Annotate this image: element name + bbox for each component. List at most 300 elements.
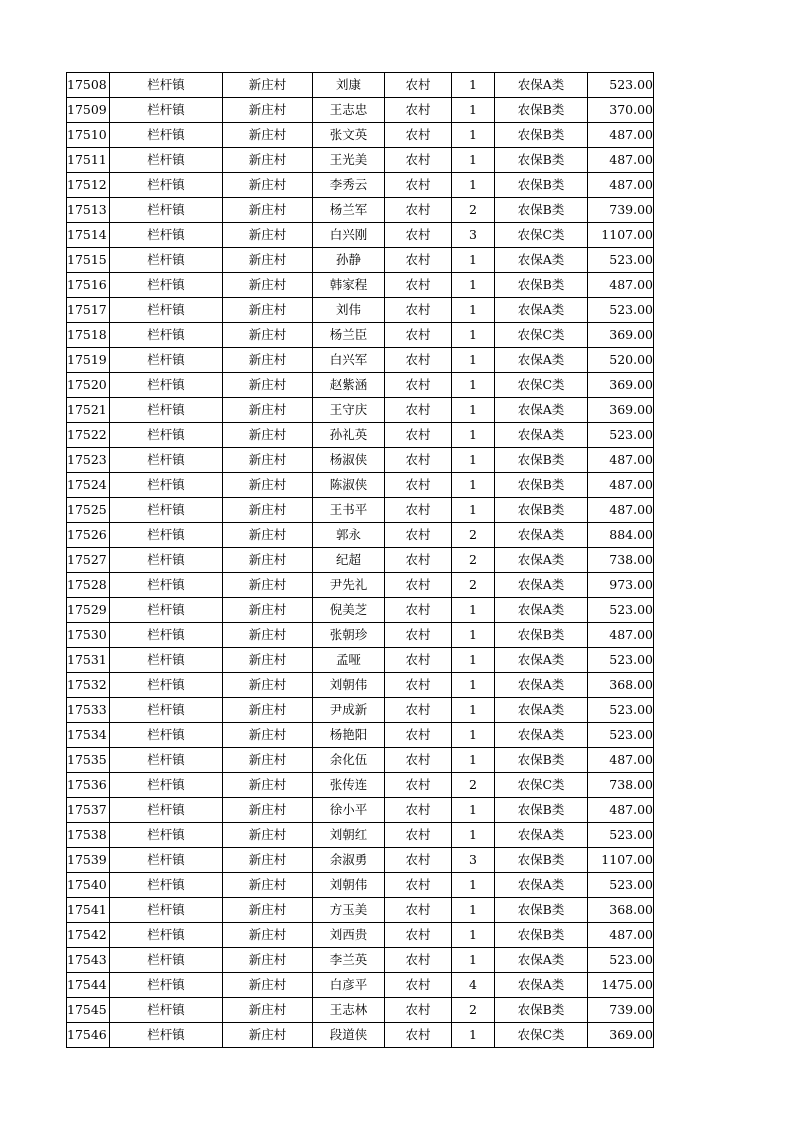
village-cell: 新庄村	[223, 73, 313, 98]
area-type-cell: 农村	[385, 348, 452, 373]
record-id-cell: 17534	[67, 723, 110, 748]
amount-cell: 1107.00	[588, 848, 654, 873]
town-cell: 栏杆镇	[110, 498, 223, 523]
table-row	[67, 773, 654, 798]
area-type-cell: 农村	[385, 748, 452, 773]
village-cell: 新庄村	[223, 573, 313, 598]
table-row	[67, 873, 654, 898]
household-count-cell: 1	[452, 823, 495, 848]
record-id-cell: 17539	[67, 848, 110, 873]
name-cell: 张朝珍	[313, 623, 385, 648]
record-id-cell: 17543	[67, 948, 110, 973]
table-row	[67, 573, 654, 598]
table-row	[67, 148, 654, 173]
table-row	[67, 523, 654, 548]
household-count-cell: 4	[452, 973, 495, 998]
household-count-cell: 1	[452, 498, 495, 523]
amount-cell: 739.00	[588, 998, 654, 1023]
insurance-category-cell: 农保B类	[495, 448, 588, 473]
record-id-cell: 17509	[67, 98, 110, 123]
insurance-category-cell: 农保B类	[495, 848, 588, 873]
town-cell: 栏杆镇	[110, 623, 223, 648]
village-cell: 新庄村	[223, 348, 313, 373]
record-id-cell: 17527	[67, 548, 110, 573]
amount-cell: 738.00	[588, 548, 654, 573]
household-count-cell: 1	[452, 273, 495, 298]
village-cell: 新庄村	[223, 323, 313, 348]
record-id-cell: 17526	[67, 523, 110, 548]
table-row	[67, 448, 654, 473]
record-id-cell: 17542	[67, 923, 110, 948]
town-cell: 栏杆镇	[110, 873, 223, 898]
area-type-cell: 农村	[385, 898, 452, 923]
record-id-cell: 17540	[67, 873, 110, 898]
insurance-category-cell: 农保B类	[495, 623, 588, 648]
village-cell: 新庄村	[223, 373, 313, 398]
town-cell: 栏杆镇	[110, 698, 223, 723]
table-row	[67, 948, 654, 973]
town-cell: 栏杆镇	[110, 523, 223, 548]
amount-cell: 523.00	[588, 698, 654, 723]
village-cell: 新庄村	[223, 123, 313, 148]
table-row	[67, 923, 654, 948]
insurance-category-cell: 农保C类	[495, 373, 588, 398]
record-id-cell: 17530	[67, 623, 110, 648]
name-cell: 刘西贵	[313, 923, 385, 948]
household-count-cell: 1	[452, 373, 495, 398]
village-cell: 新庄村	[223, 273, 313, 298]
name-cell: 刘朝红	[313, 823, 385, 848]
town-cell: 栏杆镇	[110, 723, 223, 748]
town-cell: 栏杆镇	[110, 448, 223, 473]
town-cell: 栏杆镇	[110, 948, 223, 973]
town-cell: 栏杆镇	[110, 473, 223, 498]
village-cell: 新庄村	[223, 223, 313, 248]
household-count-cell: 2	[452, 198, 495, 223]
amount-cell: 487.00	[588, 448, 654, 473]
amount-cell: 487.00	[588, 173, 654, 198]
amount-cell: 523.00	[588, 648, 654, 673]
table-row	[67, 698, 654, 723]
insurance-category-cell: 农保C类	[495, 773, 588, 798]
amount-cell: 369.00	[588, 1023, 654, 1048]
household-count-cell: 1	[452, 148, 495, 173]
insurance-category-cell: 农保B类	[495, 148, 588, 173]
insurance-category-cell: 农保A类	[495, 298, 588, 323]
village-cell: 新庄村	[223, 173, 313, 198]
town-cell: 栏杆镇	[110, 73, 223, 98]
amount-cell: 1475.00	[588, 973, 654, 998]
town-cell: 栏杆镇	[110, 798, 223, 823]
insurance-category-cell: 农保B类	[495, 473, 588, 498]
insurance-category-cell: 农保B类	[495, 273, 588, 298]
village-cell: 新庄村	[223, 448, 313, 473]
insurance-category-cell: 农保B类	[495, 198, 588, 223]
name-cell: 王守庆	[313, 398, 385, 423]
name-cell: 余淑勇	[313, 848, 385, 873]
town-cell: 栏杆镇	[110, 198, 223, 223]
area-type-cell: 农村	[385, 923, 452, 948]
village-cell: 新庄村	[223, 698, 313, 723]
town-cell: 栏杆镇	[110, 423, 223, 448]
table-row	[67, 323, 654, 348]
household-count-cell: 3	[452, 223, 495, 248]
table-row	[67, 398, 654, 423]
village-cell: 新庄村	[223, 973, 313, 998]
town-cell: 栏杆镇	[110, 548, 223, 573]
table-row	[67, 973, 654, 998]
amount-cell: 487.00	[588, 148, 654, 173]
table-row	[67, 98, 654, 123]
amount-cell: 487.00	[588, 748, 654, 773]
record-id-cell: 17508	[67, 73, 110, 98]
village-cell: 新庄村	[223, 748, 313, 773]
name-cell: 王光美	[313, 148, 385, 173]
name-cell: 王志林	[313, 998, 385, 1023]
table-row	[67, 998, 654, 1023]
town-cell: 栏杆镇	[110, 773, 223, 798]
area-type-cell: 农村	[385, 873, 452, 898]
town-cell: 栏杆镇	[110, 323, 223, 348]
record-id-cell: 17522	[67, 423, 110, 448]
insurance-category-cell: 农保A类	[495, 523, 588, 548]
record-id-cell: 17528	[67, 573, 110, 598]
area-type-cell: 农村	[385, 298, 452, 323]
insurance-category-cell: 农保A类	[495, 398, 588, 423]
town-cell: 栏杆镇	[110, 898, 223, 923]
record-id-cell: 17541	[67, 898, 110, 923]
record-id-cell: 17546	[67, 1023, 110, 1048]
household-count-cell: 1	[452, 448, 495, 473]
table-row	[67, 223, 654, 248]
table-row	[67, 198, 654, 223]
table-row	[67, 373, 654, 398]
village-cell: 新庄村	[223, 998, 313, 1023]
amount-cell: 739.00	[588, 198, 654, 223]
insurance-category-cell: 农保A类	[495, 423, 588, 448]
insurance-category-cell: 农保B类	[495, 998, 588, 1023]
household-count-cell: 1	[452, 948, 495, 973]
town-cell: 栏杆镇	[110, 748, 223, 773]
amount-cell: 368.00	[588, 898, 654, 923]
table-row	[67, 548, 654, 573]
household-count-cell: 1	[452, 473, 495, 498]
name-cell: 杨艳阳	[313, 723, 385, 748]
name-cell: 孙礼英	[313, 423, 385, 448]
table-row	[67, 673, 654, 698]
area-type-cell: 农村	[385, 323, 452, 348]
record-id-cell: 17524	[67, 473, 110, 498]
record-id-cell: 17520	[67, 373, 110, 398]
insurance-category-cell: 农保C类	[495, 1023, 588, 1048]
insurance-category-cell: 农保A类	[495, 248, 588, 273]
name-cell: 倪美芝	[313, 598, 385, 623]
amount-cell: 523.00	[588, 823, 654, 848]
town-cell: 栏杆镇	[110, 123, 223, 148]
table-row	[67, 423, 654, 448]
town-cell: 栏杆镇	[110, 298, 223, 323]
area-type-cell: 农村	[385, 73, 452, 98]
town-cell: 栏杆镇	[110, 398, 223, 423]
area-type-cell: 农村	[385, 548, 452, 573]
name-cell: 白兴军	[313, 348, 385, 373]
household-count-cell: 1	[452, 923, 495, 948]
table-row	[67, 348, 654, 373]
name-cell: 杨淑侠	[313, 448, 385, 473]
name-cell: 张传连	[313, 773, 385, 798]
household-count-cell: 1	[452, 598, 495, 623]
area-type-cell: 农村	[385, 498, 452, 523]
amount-cell: 523.00	[588, 598, 654, 623]
amount-cell: 487.00	[588, 123, 654, 148]
village-cell: 新庄村	[223, 498, 313, 523]
table-row	[67, 723, 654, 748]
household-count-cell: 1	[452, 748, 495, 773]
area-type-cell: 农村	[385, 98, 452, 123]
area-type-cell: 农村	[385, 773, 452, 798]
village-cell: 新庄村	[223, 423, 313, 448]
record-id-cell: 17536	[67, 773, 110, 798]
name-cell: 方玉美	[313, 898, 385, 923]
town-cell: 栏杆镇	[110, 348, 223, 373]
insurance-category-cell: 农保A类	[495, 873, 588, 898]
record-id-cell: 17535	[67, 748, 110, 773]
amount-cell: 523.00	[588, 423, 654, 448]
amount-cell: 738.00	[588, 773, 654, 798]
household-count-cell: 1	[452, 248, 495, 273]
household-count-cell: 1	[452, 298, 495, 323]
name-cell: 王书平	[313, 498, 385, 523]
records-table	[66, 72, 654, 1048]
insurance-category-cell: 农保B类	[495, 748, 588, 773]
name-cell: 刘朝伟	[313, 873, 385, 898]
insurance-category-cell: 农保A类	[495, 673, 588, 698]
area-type-cell: 农村	[385, 173, 452, 198]
name-cell: 段道侠	[313, 1023, 385, 1048]
amount-cell: 487.00	[588, 473, 654, 498]
insurance-category-cell: 农保A类	[495, 648, 588, 673]
insurance-category-cell: 农保B类	[495, 898, 588, 923]
insurance-category-cell: 农保A类	[495, 723, 588, 748]
area-type-cell: 农村	[385, 423, 452, 448]
record-id-cell: 17523	[67, 448, 110, 473]
village-cell: 新庄村	[223, 773, 313, 798]
household-count-cell: 2	[452, 548, 495, 573]
record-id-cell: 17531	[67, 648, 110, 673]
area-type-cell: 农村	[385, 823, 452, 848]
village-cell: 新庄村	[223, 548, 313, 573]
name-cell: 赵紫涵	[313, 373, 385, 398]
amount-cell: 369.00	[588, 323, 654, 348]
insurance-category-cell: 农保A类	[495, 823, 588, 848]
town-cell: 栏杆镇	[110, 648, 223, 673]
name-cell: 孙静	[313, 248, 385, 273]
amount-cell: 523.00	[588, 873, 654, 898]
amount-cell: 487.00	[588, 623, 654, 648]
insurance-category-cell: 农保C类	[495, 223, 588, 248]
household-count-cell: 1	[452, 123, 495, 148]
area-type-cell: 农村	[385, 648, 452, 673]
record-id-cell: 17513	[67, 198, 110, 223]
area-type-cell: 农村	[385, 723, 452, 748]
town-cell: 栏杆镇	[110, 1023, 223, 1048]
area-type-cell: 农村	[385, 798, 452, 823]
village-cell: 新庄村	[223, 248, 313, 273]
record-id-cell: 17532	[67, 673, 110, 698]
insurance-category-cell: 农保A类	[495, 698, 588, 723]
amount-cell: 523.00	[588, 298, 654, 323]
household-count-cell: 3	[452, 848, 495, 873]
table-row	[67, 1023, 654, 1048]
town-cell: 栏杆镇	[110, 173, 223, 198]
record-id-cell: 17512	[67, 173, 110, 198]
village-cell: 新庄村	[223, 873, 313, 898]
area-type-cell: 农村	[385, 398, 452, 423]
name-cell: 郭永	[313, 523, 385, 548]
name-cell: 尹成新	[313, 698, 385, 723]
record-id-cell: 17515	[67, 248, 110, 273]
area-type-cell: 农村	[385, 473, 452, 498]
household-count-cell: 1	[452, 873, 495, 898]
name-cell: 张文英	[313, 123, 385, 148]
amount-cell: 973.00	[588, 573, 654, 598]
area-type-cell: 农村	[385, 848, 452, 873]
insurance-category-cell: 农保A类	[495, 948, 588, 973]
area-type-cell: 农村	[385, 373, 452, 398]
household-count-cell: 1	[452, 98, 495, 123]
area-type-cell: 农村	[385, 973, 452, 998]
name-cell: 陈淑侠	[313, 473, 385, 498]
insurance-category-cell: 农保B类	[495, 173, 588, 198]
name-cell: 刘康	[313, 73, 385, 98]
household-count-cell: 1	[452, 323, 495, 348]
household-count-cell: 1	[452, 73, 495, 98]
insurance-category-cell: 农保A类	[495, 348, 588, 373]
town-cell: 栏杆镇	[110, 673, 223, 698]
amount-cell: 487.00	[588, 923, 654, 948]
table-row	[67, 73, 654, 98]
village-cell: 新庄村	[223, 923, 313, 948]
village-cell: 新庄村	[223, 623, 313, 648]
town-cell: 栏杆镇	[110, 273, 223, 298]
name-cell: 杨兰军	[313, 198, 385, 223]
household-count-cell: 1	[452, 423, 495, 448]
insurance-category-cell: 农保B类	[495, 123, 588, 148]
name-cell: 刘朝伟	[313, 673, 385, 698]
household-count-cell: 1	[452, 1023, 495, 1048]
town-cell: 栏杆镇	[110, 373, 223, 398]
amount-cell: 523.00	[588, 73, 654, 98]
name-cell: 余化伍	[313, 748, 385, 773]
record-id-cell: 17529	[67, 598, 110, 623]
table-row	[67, 648, 654, 673]
village-cell: 新庄村	[223, 798, 313, 823]
insurance-category-cell: 农保A类	[495, 73, 588, 98]
name-cell: 杨兰臣	[313, 323, 385, 348]
table-row	[67, 798, 654, 823]
insurance-category-cell: 农保B类	[495, 798, 588, 823]
amount-cell: 370.00	[588, 98, 654, 123]
table-row	[67, 623, 654, 648]
village-cell: 新庄村	[223, 148, 313, 173]
table-row	[67, 173, 654, 198]
village-cell: 新庄村	[223, 598, 313, 623]
village-cell: 新庄村	[223, 523, 313, 548]
area-type-cell: 农村	[385, 698, 452, 723]
name-cell: 纪超	[313, 548, 385, 573]
record-id-cell: 17533	[67, 698, 110, 723]
record-id-cell: 17518	[67, 323, 110, 348]
amount-cell: 523.00	[588, 723, 654, 748]
table-row	[67, 848, 654, 873]
town-cell: 栏杆镇	[110, 923, 223, 948]
area-type-cell: 农村	[385, 573, 452, 598]
insurance-category-cell: 农保B类	[495, 923, 588, 948]
area-type-cell: 农村	[385, 198, 452, 223]
village-cell: 新庄村	[223, 473, 313, 498]
household-count-cell: 1	[452, 398, 495, 423]
record-id-cell: 17516	[67, 273, 110, 298]
village-cell: 新庄村	[223, 948, 313, 973]
record-id-cell: 17544	[67, 973, 110, 998]
amount-cell: 368.00	[588, 673, 654, 698]
record-id-cell: 17511	[67, 148, 110, 173]
town-cell: 栏杆镇	[110, 223, 223, 248]
village-cell: 新庄村	[223, 823, 313, 848]
village-cell: 新庄村	[223, 898, 313, 923]
name-cell: 白兴刚	[313, 223, 385, 248]
household-count-cell: 1	[452, 648, 495, 673]
record-id-cell: 17521	[67, 398, 110, 423]
household-count-cell: 1	[452, 173, 495, 198]
name-cell: 孟哑	[313, 648, 385, 673]
record-id-cell: 17538	[67, 823, 110, 848]
household-count-cell: 1	[452, 623, 495, 648]
table-row	[67, 598, 654, 623]
insurance-category-cell: 农保A类	[495, 573, 588, 598]
town-cell: 栏杆镇	[110, 973, 223, 998]
area-type-cell: 农村	[385, 523, 452, 548]
record-id-cell: 17514	[67, 223, 110, 248]
table-row	[67, 248, 654, 273]
record-id-cell: 17517	[67, 298, 110, 323]
name-cell: 韩家程	[313, 273, 385, 298]
amount-cell: 369.00	[588, 398, 654, 423]
table-row	[67, 498, 654, 523]
household-count-cell: 1	[452, 798, 495, 823]
area-type-cell: 农村	[385, 1023, 452, 1048]
name-cell: 李秀云	[313, 173, 385, 198]
amount-cell: 884.00	[588, 523, 654, 548]
household-count-cell: 2	[452, 573, 495, 598]
area-type-cell: 农村	[385, 623, 452, 648]
town-cell: 栏杆镇	[110, 848, 223, 873]
town-cell: 栏杆镇	[110, 823, 223, 848]
area-type-cell: 农村	[385, 273, 452, 298]
table-row	[67, 273, 654, 298]
insurance-category-cell: 农保B类	[495, 498, 588, 523]
village-cell: 新庄村	[223, 723, 313, 748]
town-cell: 栏杆镇	[110, 248, 223, 273]
name-cell: 李兰英	[313, 948, 385, 973]
household-count-cell: 1	[452, 673, 495, 698]
area-type-cell: 农村	[385, 248, 452, 273]
amount-cell: 487.00	[588, 498, 654, 523]
insurance-category-cell: 农保B类	[495, 98, 588, 123]
household-count-cell: 1	[452, 348, 495, 373]
household-count-cell: 1	[452, 898, 495, 923]
insurance-category-cell: 农保A类	[495, 548, 588, 573]
